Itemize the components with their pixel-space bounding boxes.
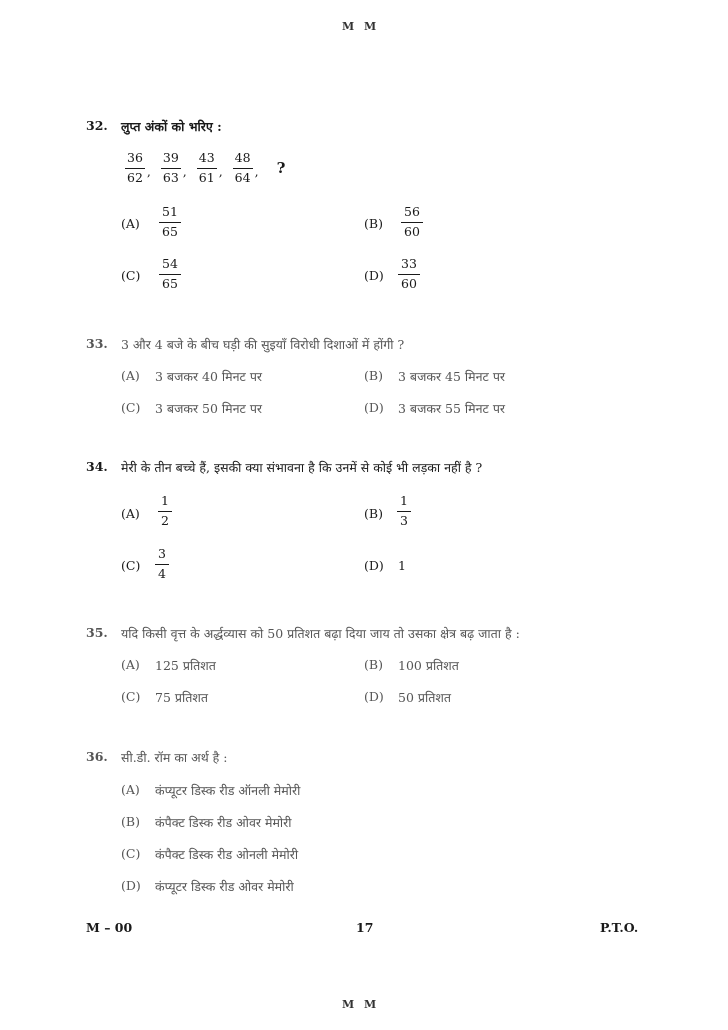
- pto-label: P.T.O.: [600, 920, 639, 935]
- option-c-fraction[interactable]: $\frac{54}{65}$: [159, 258, 181, 290]
- question-number: 36.: [86, 749, 108, 764]
- question-text: मेरी के तीन बच्चे हैं, इसकी क्या संभावना है कि उनमें से कोई भी लड़का नहीं है ?: [121, 460, 483, 475]
- sequence-fraction: $\frac{43}{61}$: [198, 150, 215, 185]
- option-label: (D): [364, 400, 384, 415]
- option-a-fraction[interactable]: $\frac{1}{2}$: [158, 495, 172, 527]
- option-label: (C): [121, 846, 141, 861]
- option-d-text[interactable]: 50 प्रतिशत: [398, 690, 451, 705]
- option-c-text[interactable]: 3 बजकर 50 मिनट पर: [155, 401, 263, 416]
- sequence-fraction: $\frac{48}{64}$: [234, 150, 251, 185]
- option-label: (A): [121, 368, 140, 383]
- question-text: यदि किसी वृत्त के अर्द्धव्यास को 50 प्रतिशत बढ़ा दिया जाय तो उसका क्षेत्र बढ़ जाता है :: [121, 626, 520, 641]
- option-label: (D): [364, 268, 384, 283]
- option-c-fraction[interactable]: $\frac{3}{4}$: [155, 548, 169, 580]
- question-number: 33.: [86, 336, 108, 351]
- option-label: (C): [121, 400, 141, 415]
- option-c-text[interactable]: 75 प्रतिशत: [155, 690, 208, 705]
- sequence-fraction: $\frac{39}{63}$: [162, 150, 179, 185]
- option-label: (C): [121, 558, 141, 573]
- option-label: (D): [364, 689, 384, 704]
- question-text: 3 और 4 बजे के बीच घड़ी की सुइयाँ विरोधी दिशाओं में होंगी ?: [121, 337, 405, 352]
- question-number: 34.: [86, 459, 108, 474]
- question-number: 32.: [86, 118, 108, 133]
- option-label: (C): [121, 689, 141, 704]
- page-number: 17: [356, 920, 374, 935]
- option-a-text[interactable]: 125 प्रतिशत: [155, 658, 216, 673]
- question-number: 35.: [86, 625, 108, 640]
- option-label: (A): [121, 506, 140, 521]
- option-b-fraction[interactable]: $\frac{56}{60}$: [401, 206, 423, 238]
- option-label: (A): [121, 216, 140, 231]
- question-text: लुप्त अंकों को भरिए :: [121, 119, 222, 134]
- option-label: (B): [121, 814, 140, 829]
- option-b-text[interactable]: कंपैक्ट डिस्क रीड ओवर मेमोरी: [155, 815, 292, 830]
- option-a-text[interactable]: कंप्यूटर डिस्क रीड ऑनली मेमोरी: [155, 783, 301, 798]
- option-d-fraction[interactable]: $\frac{33}{60}$: [398, 258, 420, 290]
- option-c-text[interactable]: कंपैक्ट डिस्क रीड ओनली मेमोरी: [155, 847, 299, 862]
- option-a-fraction[interactable]: $\frac{51}{65}$: [159, 206, 181, 238]
- option-label: (B): [364, 368, 383, 383]
- option-label: (A): [121, 782, 140, 797]
- option-label: (D): [121, 878, 141, 893]
- sequence-fraction: $\frac{36}{62}$: [127, 150, 143, 185]
- sequence-question-mark: ?: [276, 159, 286, 177]
- option-label: (B): [364, 506, 383, 521]
- footer-mark: M M: [342, 998, 380, 1011]
- option-b-fraction[interactable]: $\frac{1}{3}$: [397, 495, 411, 527]
- option-b-text[interactable]: 3 बजकर 45 मिनट पर: [398, 369, 506, 384]
- footer-code: M – 00: [86, 920, 133, 935]
- number-sequence: $\frac{36}{62}$ , $\frac{39}{63}$ , $\frac{43}{61}$ , $\frac{48}{64}$ , ?: [127, 150, 286, 185]
- question-text: सी.डी. रॉम का अर्थ है :: [121, 750, 228, 765]
- option-label: (C): [121, 268, 141, 283]
- option-b-text[interactable]: 100 प्रतिशत: [398, 658, 459, 673]
- option-d-text[interactable]: कंप्यूटर डिस्क रीड ओवर मेमोरी: [155, 879, 294, 894]
- option-d-text[interactable]: 1: [398, 558, 406, 573]
- option-d-text[interactable]: 3 बजकर 55 मिनट पर: [398, 401, 506, 416]
- option-label: (B): [364, 216, 383, 231]
- option-label: (D): [364, 558, 384, 573]
- header-mark: M M: [342, 20, 380, 33]
- option-label: (A): [121, 657, 140, 672]
- option-label: (B): [364, 657, 383, 672]
- option-a-text[interactable]: 3 बजकर 40 मिनट पर: [155, 369, 263, 384]
